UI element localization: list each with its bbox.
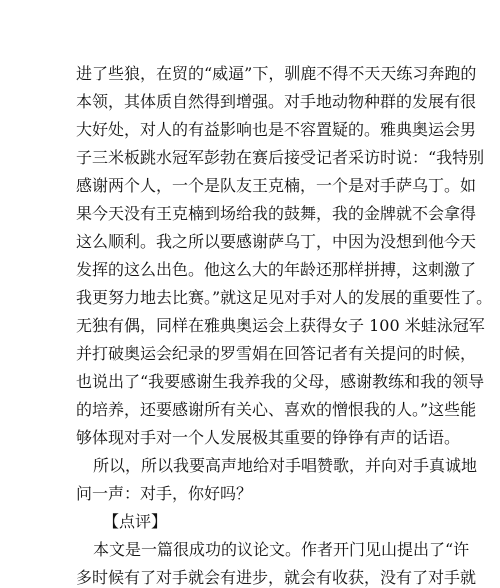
paragraph-line: 进了些狼，在贸的“威逼”下，驯鹿不得不天天练习奔跑的: [76, 64, 477, 83]
paragraph-line: 问一声：对手，你好吗？: [76, 484, 253, 503]
paragraph-line: 我更努力地去比赛。”就这足见对手对人的发展的重要性了。: [76, 288, 493, 307]
paragraph-line: 多时候有了对手就会有进步，就会有收获，没有了对手就: [76, 568, 477, 587]
paragraph-line: 无独有偶，同样在雅典奥运会上获得女子 100 米蛙泳冠军: [76, 316, 485, 335]
paragraph-line: 够体现对手对一个人发展极其重要的铮铮有声的话语。: [76, 428, 461, 447]
paragraph-line: 本领，其体质自然得到增强。对手地动物种群的发展有很: [76, 92, 477, 111]
paragraph-line: 大好处，对人的有益影响也是不容置疑的。雅典奥运会男: [76, 120, 477, 139]
section-heading: 【点评】: [103, 512, 168, 531]
paragraph-line: 所以，所以我要高声地给对手唱赞歌，并向对手真诚地: [93, 456, 478, 475]
paragraph-line: 本文是一篇很成功的议论文。作者开门见山提出了“许: [93, 540, 470, 559]
paragraph-line: 发挥的这么出色。他这么大的年龄还那样拼搏，这刺激了: [76, 260, 477, 279]
paragraph-line: 的培养，还要感谢所有关心、喜欢的憎恨我的人。”这些能: [76, 400, 477, 419]
paragraph-line: 这么顺利。我之所以要感谢萨乌丁，中因为没想到他今天: [76, 232, 477, 251]
paragraph-line: 并打破奥运会纪录的罗雪娟在回答记者有关提问的时候，: [76, 344, 477, 363]
paragraph-line: 也说出了“我要感谢生我养我的父母，感谢教练和我的领导: [76, 372, 485, 391]
paragraph-line: 果今天没有王克楠到场给我的鼓舞，我的金牌就不会拿得: [76, 204, 477, 223]
paragraph-line: 感谢两个人，一个是队友王克楠，一个是对手萨乌丁。如: [76, 176, 477, 195]
paragraph-line: 子三米板跳水冠军彭勃在赛后接受记者采访时说：“我特别: [76, 148, 485, 167]
